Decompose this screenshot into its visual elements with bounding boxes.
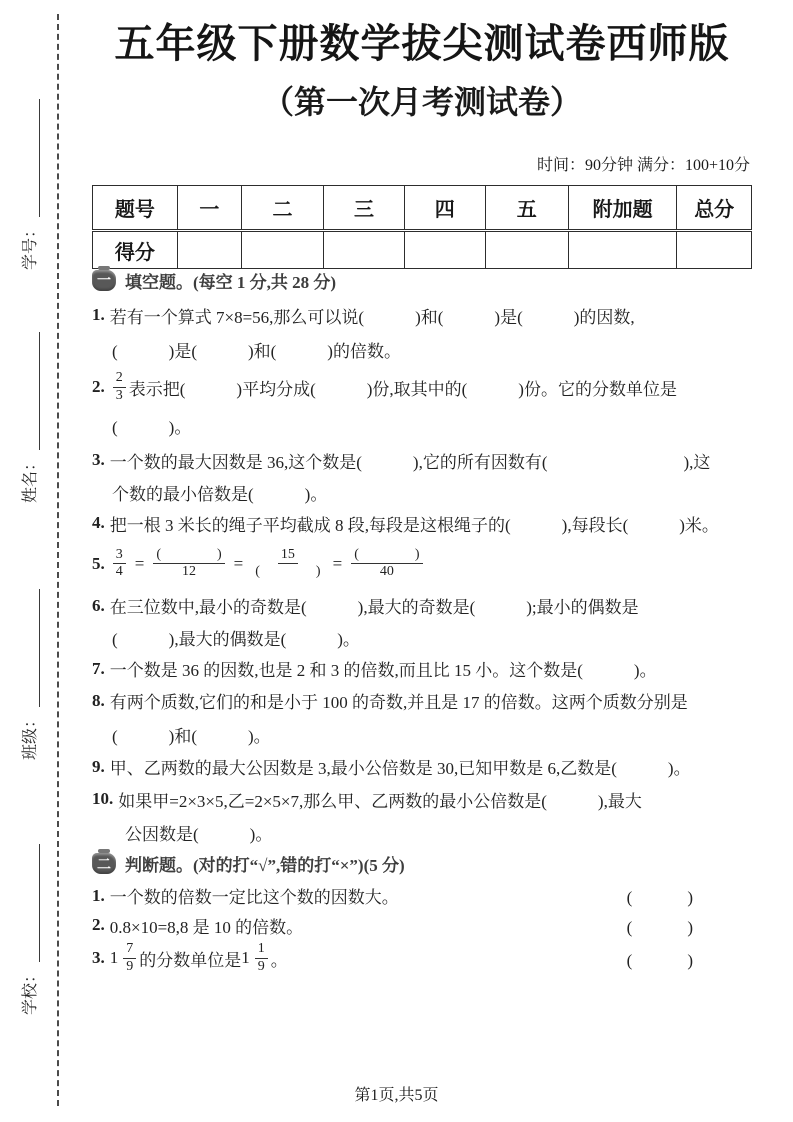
equals-sign: =	[134, 553, 145, 573]
fraction	[153, 547, 224, 580]
score-header-cell: 五	[485, 186, 568, 231]
score-header-cell: 一	[177, 186, 241, 231]
question-text: 一个数的倍数一定比这个数的因数大。	[109, 888, 399, 907]
fraction-numerator: 1	[255, 941, 268, 958]
score-row-label: 得分	[93, 231, 178, 269]
fraction	[123, 941, 136, 974]
question-text: 若有一个算式 7×8=56,那么可以说( )和( )是( )的因数,	[109, 307, 635, 327]
question-text: 个数的最小倍数是( )。	[112, 485, 328, 504]
class-blank-line	[22, 589, 40, 707]
score-header-cell: 总分	[677, 186, 752, 231]
question-number: 2.	[92, 377, 105, 396]
fraction-denominator: 3	[115, 387, 123, 403]
question-line	[92, 782, 754, 816]
question-text: 表示把( )平均分成( )份,取其中的( )份。它的分数单位是	[128, 379, 677, 399]
question-text: 在三位数中,最小的奇数是( ),最大的奇数是( );最小的偶数是	[109, 598, 639, 617]
question-number: 2.	[92, 915, 105, 934]
question-line	[92, 408, 754, 443]
question-number: 5.	[92, 553, 105, 573]
fraction-numerator: 7	[123, 941, 136, 958]
score-header-cell: 二	[241, 186, 323, 231]
fraction-numerator: ( )	[351, 547, 422, 564]
score-header-cell: 四	[404, 186, 485, 231]
question-line	[92, 653, 754, 684]
judge-question-text-wrap	[92, 941, 288, 974]
question-text: ( )和( )。	[112, 726, 271, 746]
section-two-badge-icon: 二	[92, 853, 116, 874]
answer-paren: ( )	[626, 917, 694, 937]
fraction-denominator: ( )	[255, 564, 321, 579]
score-header-cell: 题号	[93, 186, 178, 231]
judge-question-line	[92, 879, 754, 912]
exam-meta: 时间：90分钟 满分：100+10分	[536, 157, 750, 175]
school-label: 学校：	[22, 966, 39, 1015]
student-id-label: 学号：	[22, 221, 39, 270]
question-line	[92, 332, 754, 366]
judge-question-line	[92, 938, 754, 978]
question-number: 7.	[92, 658, 105, 678]
name-label: 姓名：	[22, 454, 39, 503]
question-line	[92, 622, 754, 653]
question-text: ( )是( )和( )的倍数。	[112, 341, 401, 361]
judge-question-line	[92, 912, 754, 938]
question-line	[92, 366, 754, 408]
question-line	[92, 751, 754, 782]
question-number: 4.	[92, 513, 105, 532]
score-header-cell: 三	[324, 186, 405, 231]
school-blank-line	[22, 844, 40, 962]
question-line	[92, 589, 754, 622]
question-text: 一个数的最大因数是 36,这个数是( ),它的所有因数有( ),这	[109, 452, 711, 472]
fraction-denominator: 4	[115, 564, 123, 579]
question-text: 甲、乙两数的最大公因数是 3,最小公倍数是 30,已知甲数是 6,乙数是( )。	[109, 759, 691, 778]
fraction-numerator: 2	[113, 370, 126, 387]
student-id-blank-line	[22, 99, 40, 217]
name-blank-line	[22, 332, 40, 450]
answer-paren: ( )	[626, 888, 694, 907]
question-line	[92, 443, 754, 477]
score-header-cell: 附加题	[568, 186, 676, 231]
question-area	[92, 262, 754, 978]
answer-paren: ( )	[626, 950, 694, 970]
section-2-header	[92, 848, 754, 879]
question-text: 一个数是 36 的因数,也是 2 和 3 的倍数,而且比 15 小。这个数是( )。	[109, 661, 657, 680]
question-text: ( ),最大的偶数是( )。	[112, 630, 360, 649]
question-number: 9.	[92, 756, 105, 776]
question-line	[92, 298, 754, 332]
fraction-denominator: 12	[182, 564, 196, 579]
judge-question-text-wrap	[92, 913, 303, 938]
question-number: 6.	[92, 595, 105, 615]
sidebar-field-name	[16, 313, 40, 503]
question-line	[92, 508, 754, 538]
fraction	[113, 547, 126, 580]
page-title: 五年级下册数学拔尖测试卷西师版	[114, 21, 730, 66]
mixed-number-whole: 1	[241, 948, 250, 967]
sidebar-field-school	[16, 825, 40, 1015]
sidebar-field-class	[16, 570, 40, 760]
section-one-badge-icon: 一	[92, 270, 116, 291]
question-text: 0.8×10=8,8 是 10 的倍数。	[109, 917, 304, 937]
fraction	[351, 547, 422, 580]
section-2-title: 判断题。(对的打“√”,错的打“×”)(5 分)	[125, 856, 405, 875]
mixed-number-whole: 1	[109, 948, 119, 967]
fraction-denominator: 9	[126, 958, 134, 974]
question-line	[92, 684, 754, 717]
question-line	[92, 538, 754, 589]
fraction-numerator: ( )	[153, 547, 224, 564]
question-number: 3.	[92, 948, 105, 967]
footer-page-number: 第1页,共5页	[354, 1087, 439, 1104]
paper-main	[92, 0, 752, 269]
section-1-title: 填空题。(每空 1 分,共 28 分)	[125, 272, 337, 292]
question-text: 。	[270, 950, 288, 970]
section-1-header	[92, 262, 754, 298]
question-line	[92, 717, 754, 751]
sidebar-field-student-id	[16, 80, 40, 270]
score-table-header-row	[93, 186, 752, 231]
question-text: 如果甲=2×3×5,乙=2×5×7,那么甲、乙两数的最小公倍数是( ),最大	[118, 791, 642, 811]
question-number: 8.	[92, 690, 105, 710]
fraction	[113, 370, 126, 403]
score-table	[92, 185, 752, 269]
page-subtitle: （第一次月考测试卷）	[261, 84, 582, 120]
question-text: 把一根 3 米长的绳子平均截成 8 段,每段是这根绳子的( ),每段长( )米。	[109, 515, 719, 535]
question-text: 公因数是( )。	[125, 824, 273, 844]
fraction	[255, 941, 268, 974]
question-text: 的分数单位是	[139, 950, 242, 970]
fraction-denominator: 40	[379, 564, 394, 579]
question-number: 1.	[92, 885, 105, 905]
question-text: ( )。	[112, 418, 192, 437]
question-number: 10.	[92, 789, 114, 808]
class-label: 班级：	[22, 711, 39, 760]
question-number: 1.	[92, 305, 105, 324]
equals-sign: =	[332, 553, 343, 573]
fraction-denominator: 9	[257, 958, 265, 974]
question-line	[92, 816, 754, 848]
judge-question-text-wrap	[92, 883, 399, 908]
fraction-numerator: 3	[113, 547, 126, 564]
fraction-numerator: 15	[278, 547, 298, 564]
question-number: 3.	[92, 450, 105, 469]
fraction	[252, 547, 323, 580]
question-text: 有两个质数,它们的和是小于 100 的奇数,并且是 17 的倍数。这两个质数分别是	[109, 693, 688, 712]
equals-sign: =	[233, 553, 244, 573]
question-line	[92, 477, 754, 508]
cut-line	[57, 14, 59, 1106]
